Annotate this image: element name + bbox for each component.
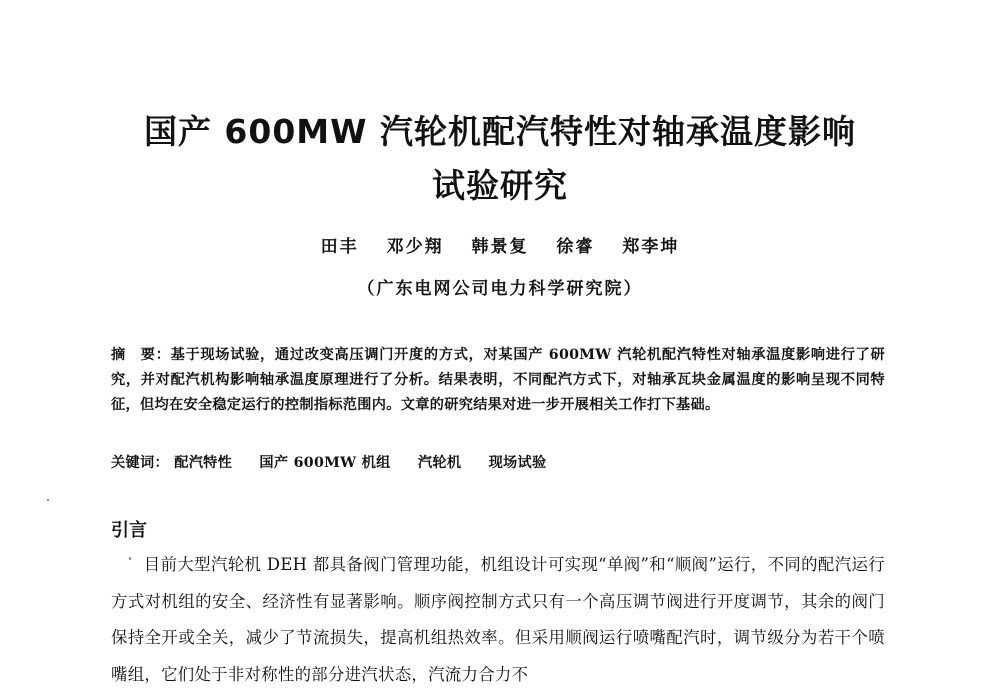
- scan-speck: [129, 557, 131, 560]
- author-name: 韩景复: [471, 237, 529, 257]
- author-name: 郑李坤: [622, 237, 680, 257]
- keyword: 现场试验: [488, 455, 547, 471]
- abstract-text: 基于现场试验，通过改变高压调门开度的方式，对某国产 600MW 汽轮机配汽特性对轴承温度影响进行了研究，并对配汽机构影响轴承温度原理进行了分析。结果表明，不同配汽方式下，对轴承瓦块金属温度的影响呈现不同特征，但均在安全稳定运行的控制指标范围内。文章的研究结果对进一步开展相关工作打下基础。: [111, 347, 885, 413]
- scan-speck: [47, 499, 49, 501]
- author-name: 田丰: [320, 237, 359, 257]
- keyword: 配汽特性: [174, 455, 233, 471]
- author-name: 邓少翔: [386, 237, 444, 257]
- keywords: [111, 452, 885, 472]
- author-affiliation: （广东电网公司电力科学研究院）: [357, 279, 643, 299]
- keywords-label: 关键词：: [111, 455, 169, 471]
- abstract: [111, 343, 885, 418]
- abstract-label: 摘 要：: [111, 347, 171, 363]
- section-heading: 引言: [111, 520, 147, 541]
- author-name: 徐睿: [556, 237, 595, 257]
- author-list: [0, 232, 1000, 257]
- keyword: 汽轮机: [417, 455, 462, 471]
- paper-title-line-2: 试验研究: [432, 166, 568, 205]
- paper-title-line-1: 国产 600MW 汽轮机配汽特性对轴承温度影响: [143, 112, 857, 151]
- keyword: 国产 600MW 机组: [259, 455, 391, 471]
- body-paragraph: 目前大型汽轮机 DEH 都具备阀门管理功能，机组设计可实现“单阀”和“顺阀”运行，不同的配汽运行方式对机组的安全、经济性有显著影响。顺序阀控制方式只有一个高压调节阀进行开度调节，其余的阀门保持全开或全关，减少了节流损失，提高机组热效率。但采用顺阀运行喷嘴配汽时，调节级分为若干个喷嘴组，它们处于非对称性的部分进汽状态，汽流力合力不: [111, 555, 885, 684]
